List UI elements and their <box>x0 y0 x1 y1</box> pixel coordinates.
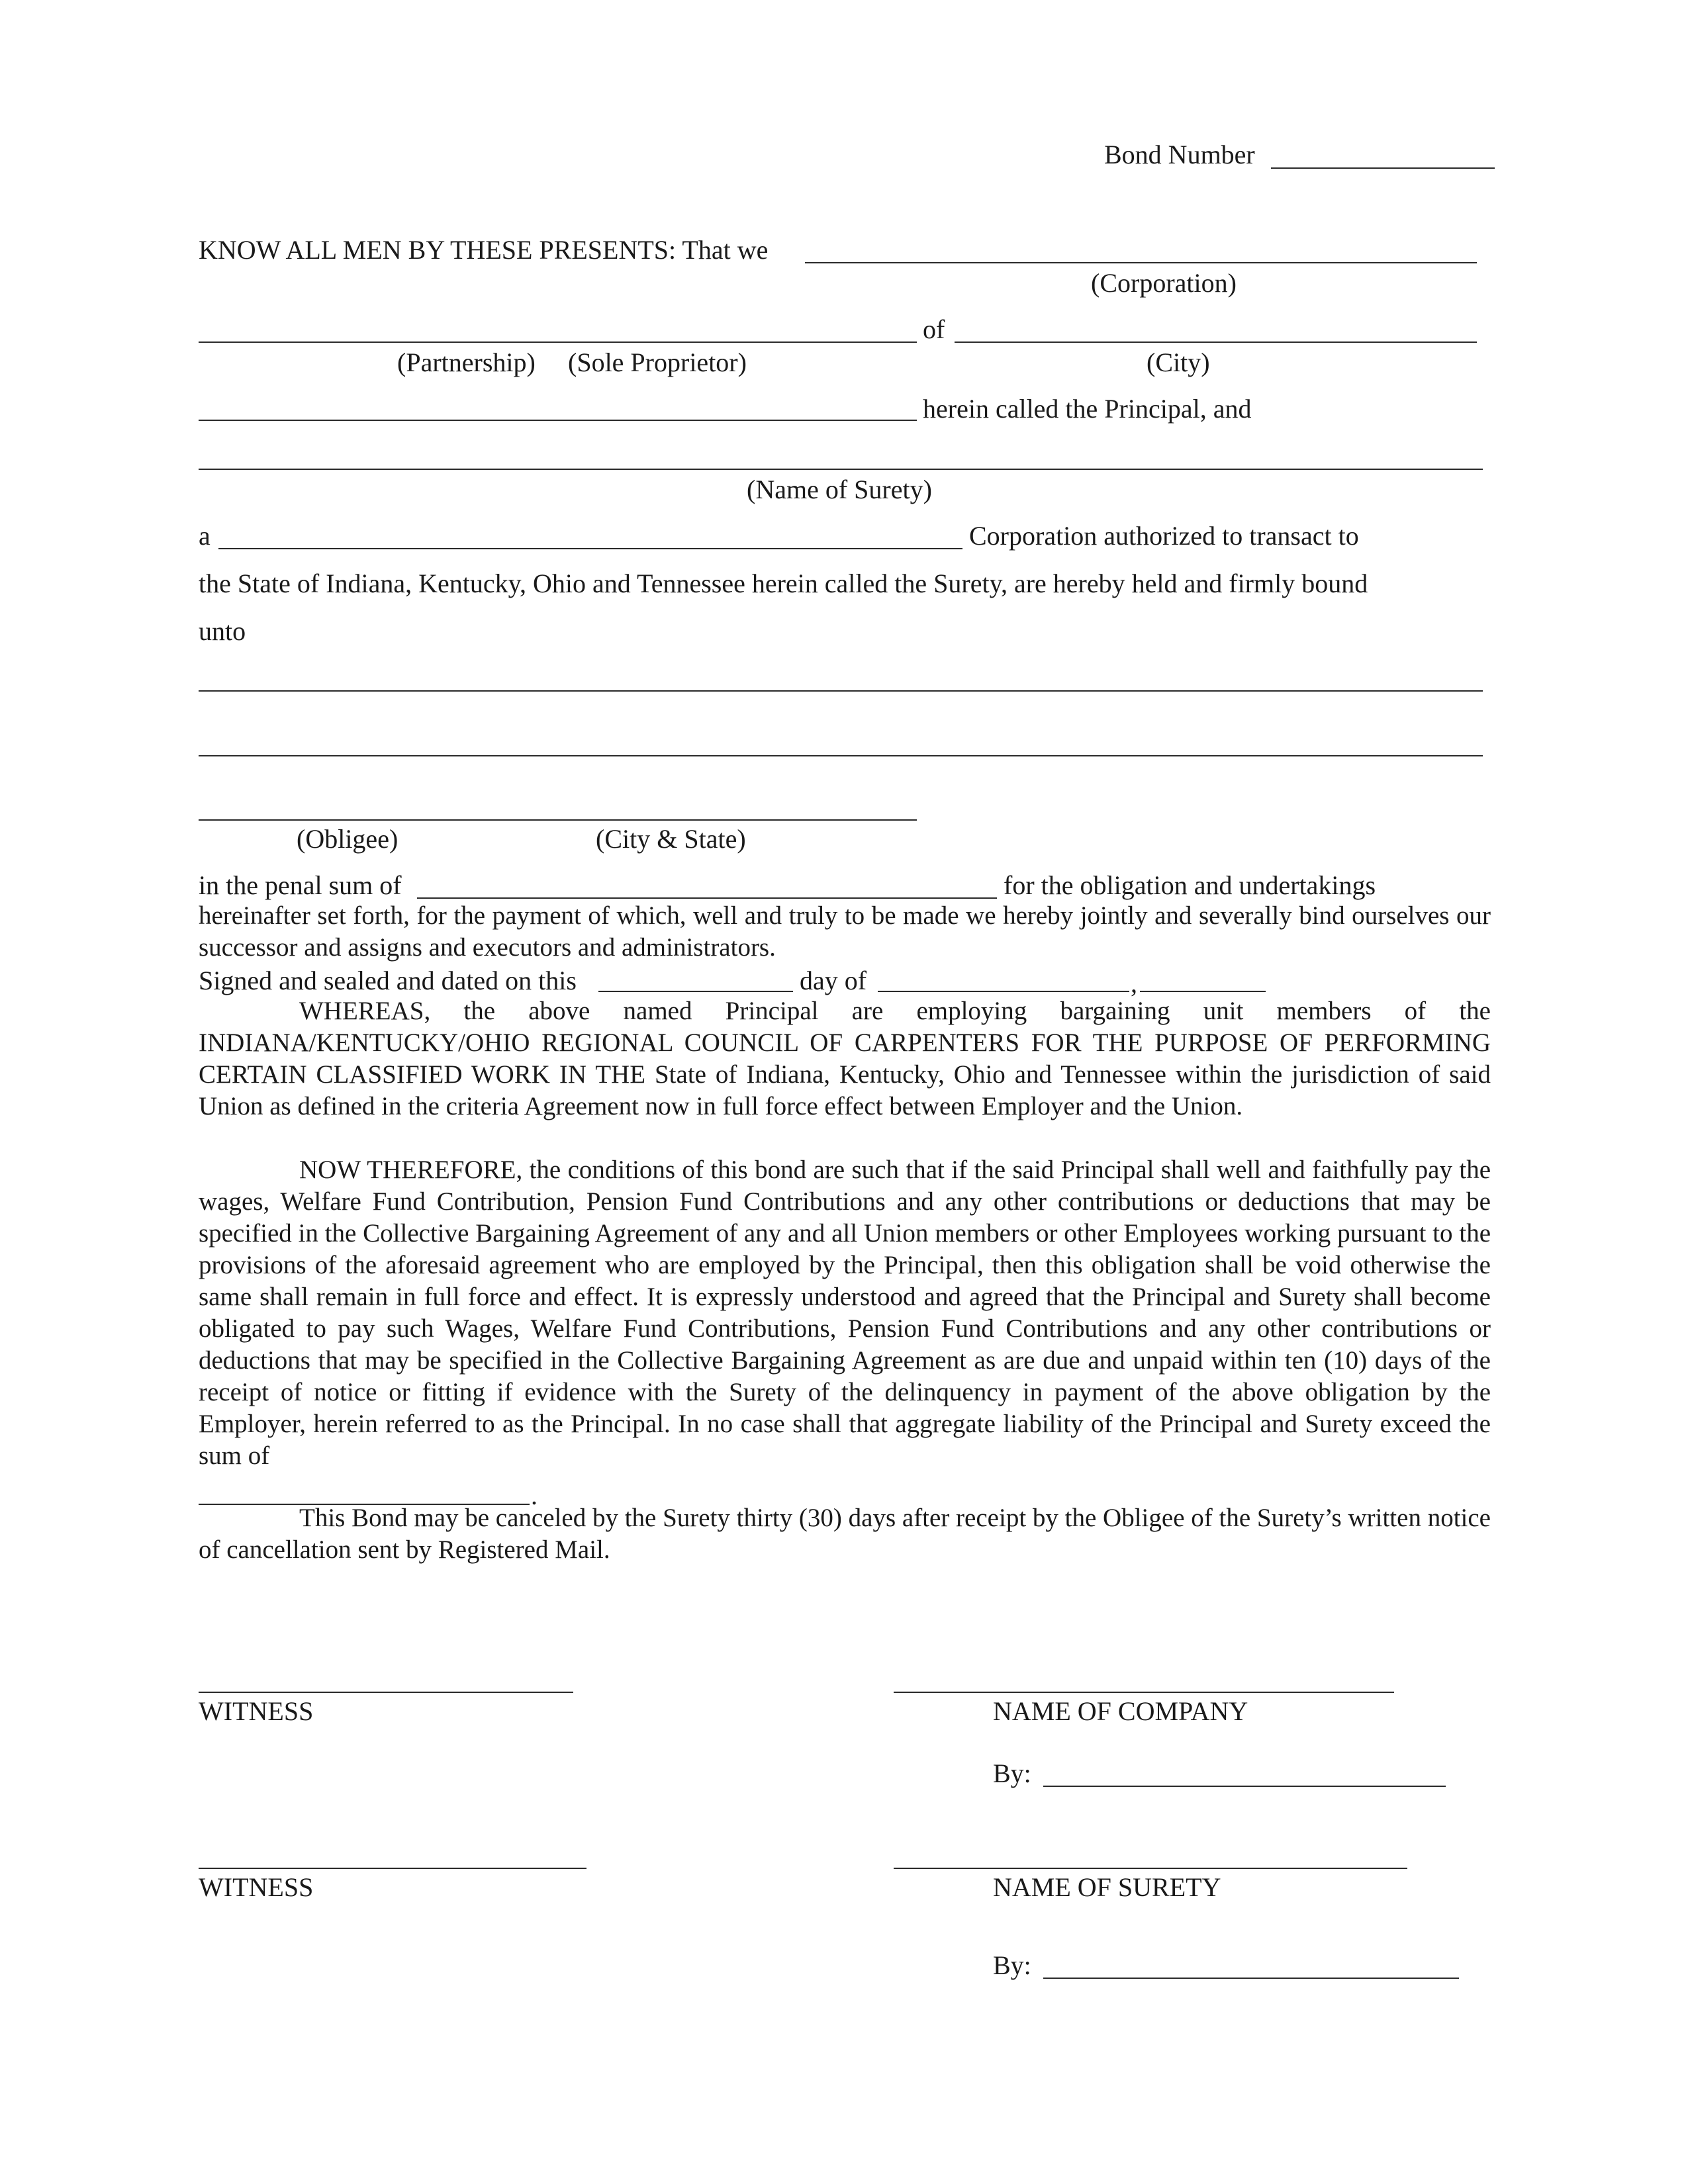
company-signature-line[interactable] <box>894 1692 1394 1693</box>
of-text: of <box>923 314 945 344</box>
whereas-paragraph: WHEREAS, the above named Principal are employing bargaining unit members of the INDIANA/KENTUCKY/OHIO REGIONAL COUNCIL OF CARPENTERS FOR THE PURPOSE OF PERFORMING CERTAIN CLASSIFIED WORK IN THE State of Indiana, Kentucky, Ohio and Tennessee within the jurisdiction of said Union as defined in the criteria Agreement now in full force effect between Employer and the Union. <box>199 997 1491 1120</box>
now-therefore-paragraph: NOW THEREFORE, the conditions of this bond are such that if the said Principal shall well and faithfully pay the wages, Welfare Fund Contribution, Pension Fund Contributions and any other contributions or deductions that may be specified in the Collective Bargaining Agreement of any and all Union members or other Employees working pursuant to the provisions of the aforesaid agreement who are employed by the Principal, then this obligation shall be void otherwise the same shall remain in full force and effect. It is expressly understood and agreed that the Principal and Surety shall become obligated to pay such Wages, Welfare Fund Contributions, Pension Fund Contributions and any other contributions or deductions that may be specified in the Collective Bargaining Agreement as are due and unpaid within ten (10) days of the receipt of notice or fitting if evidence with the Surety of the delinquency in payment of the above obligation by the Employer, herein referred to as the Principal. In no case shall that aggregate liability of the Principal and Surety exceed the sum of <box>199 1156 1491 1470</box>
corporation-authorized-text: Corporation authorized to transact to <box>969 521 1359 551</box>
obligee-field-2[interactable] <box>199 755 1483 756</box>
signed-day-field[interactable] <box>598 991 793 992</box>
states-sentence: the State of Indiana, Kentucky, Ohio and Tennessee herein called the Surety, are hereby held and firmly bound <box>199 569 1368 598</box>
partnership-sole-proprietor-field[interactable] <box>199 341 917 343</box>
hereinafter-paragraph: hereinafter set forth, for the payment of which, well and truly to be made we hereby jointly and severally bind ourselves our successor and assigns and executors and administrators. <box>199 901 1491 962</box>
by-2-label: By: <box>993 1950 1031 1980</box>
unto-text: unto <box>199 616 246 646</box>
surety-signature-line[interactable] <box>894 1868 1407 1869</box>
herein-called-principal-text: herein called the Principal, and <box>923 394 1252 424</box>
principal-name-field[interactable] <box>199 420 917 421</box>
obligee-field-1[interactable] <box>199 690 1483 692</box>
signed-year-field[interactable] <box>1140 991 1266 992</box>
city-state-caption: (City & State) <box>596 824 746 854</box>
city-field[interactable] <box>955 341 1477 343</box>
name-of-surety-label: NAME OF SURETY <box>993 1872 1221 1902</box>
surety-state-field[interactable] <box>218 548 962 549</box>
surety-by-field[interactable] <box>1043 1978 1459 1979</box>
period-text: . <box>531 1480 538 1510</box>
penal-sum-text: in the penal sum of <box>199 870 402 900</box>
penal-sum-field[interactable] <box>417 897 997 899</box>
obligee-city-state-field[interactable] <box>199 819 917 821</box>
obligee-caption: (Obligee) <box>297 824 399 854</box>
day-of-text: day of <box>800 966 867 995</box>
city-caption: (City) <box>1147 347 1210 377</box>
for-obligation-text: for the obligation and undertakings <box>1004 870 1376 900</box>
name-of-company-label: NAME OF COMPANY <box>993 1696 1248 1726</box>
cancellation-paragraph: This Bond may be canceled by the Surety thirty (30) days after receipt by the Obligee of the Surety’s written notice of cancellation sent by Registered Mail. <box>199 1504 1491 1564</box>
company-by-field[interactable] <box>1043 1786 1446 1787</box>
surety-name-field[interactable] <box>199 469 1483 470</box>
a-text: a <box>199 521 211 551</box>
corporation-caption: (Corporation) <box>1091 268 1237 298</box>
bond-number-label: Bond Number <box>1104 140 1255 169</box>
comma-text: , <box>1131 968 1137 998</box>
partnership-caption: (Partnership) <box>397 347 536 377</box>
know-all-men-text: KNOW ALL MEN BY THESE PRESENTS: That we <box>199 235 769 265</box>
witness-1-label: WITNESS <box>199 1696 314 1726</box>
sole-proprietor-caption: (Sole Proprietor) <box>568 347 747 377</box>
witness-1-signature-line[interactable] <box>199 1692 573 1693</box>
by-1-label: By: <box>993 1758 1031 1788</box>
signed-month-field[interactable] <box>878 991 1129 992</box>
witness-2-label: WITNESS <box>199 1872 314 1902</box>
surety-name-caption: (Name of Surety) <box>747 475 932 504</box>
bond-number-field[interactable] <box>1271 167 1495 169</box>
corporation-field[interactable] <box>805 262 1477 263</box>
witness-2-signature-line[interactable] <box>199 1868 586 1869</box>
signed-sealed-text: Signed and sealed and dated on this <box>199 966 577 995</box>
